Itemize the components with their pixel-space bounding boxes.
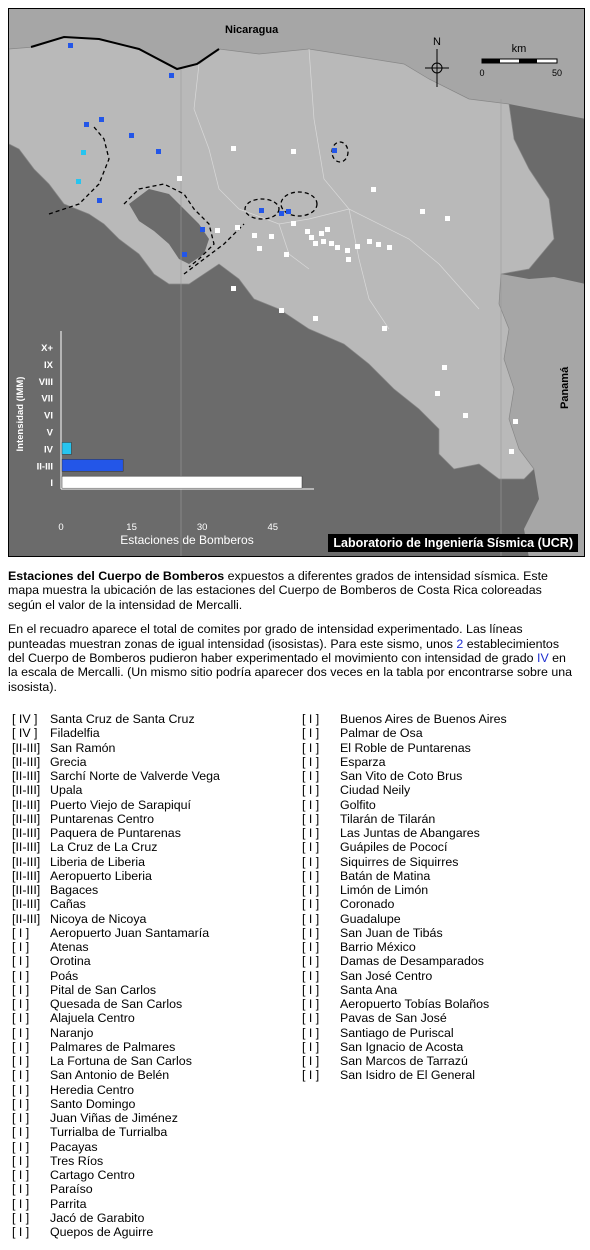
station-item <box>302 840 507 854</box>
station-grade: [ I ] <box>12 1039 30 1054</box>
station-name: San Vito de Coto Brus <box>340 769 463 783</box>
station-item <box>302 1068 507 1082</box>
station-name: Parrita <box>50 1196 87 1211</box>
category-label: X+ <box>41 343 53 354</box>
station-grade: [ I ] <box>12 1068 30 1083</box>
station-name: Sarchí Norte de Valverde Vega <box>50 769 220 783</box>
station-name: Aeropuerto Liberia <box>50 868 152 883</box>
station-name: San Juan de Tibás <box>340 925 443 940</box>
station-item <box>12 1125 220 1139</box>
station-grade: [ I ] <box>12 1054 30 1068</box>
station-grade: [ I ] <box>302 797 320 812</box>
station-grade: [ I ] <box>12 954 30 969</box>
credit-label: Laboratorio de Ingeniería Sísmica (UCR) <box>328 534 578 552</box>
station-grade: [ I ] <box>302 968 320 983</box>
costa-rica-land <box>9 37 554 479</box>
station-grade: [ I ] <box>12 1025 30 1040</box>
station-list-left <box>12 712 220 1239</box>
costa-rica-map <box>9 9 585 557</box>
station-grade: [ I ] <box>302 811 320 826</box>
station-grade: [ I ] <box>12 1225 30 1239</box>
station-item <box>302 769 507 783</box>
station-grade: [II-III] <box>12 811 41 826</box>
station-grade: [ I ] <box>12 1011 30 1026</box>
station-item <box>302 1026 507 1040</box>
station-name: Limón de Limón <box>340 883 429 897</box>
station-item <box>302 1011 507 1025</box>
x-tick-label: 45 <box>267 522 279 533</box>
station-name: Buenos Aires de Buenos Aires <box>340 712 507 726</box>
station-item <box>302 755 507 769</box>
station-name: Cañas <box>50 897 86 912</box>
station-name: Upala <box>50 783 83 798</box>
station-item <box>12 1182 220 1196</box>
station-grade: [II-III] <box>12 840 41 855</box>
category-label: II-III <box>36 461 53 473</box>
station-item <box>12 1154 220 1168</box>
station-item <box>302 1040 507 1054</box>
station-item <box>302 726 507 740</box>
station-item <box>302 1054 507 1068</box>
station-name: Juan Viñas de Jiménez <box>50 1111 178 1125</box>
station-item <box>12 969 220 983</box>
station-item <box>12 1211 220 1225</box>
station-name: Las Juntas de Abangares <box>340 826 480 840</box>
station-list-right <box>302 712 507 1083</box>
station-name: Quepos de Aguirre <box>50 1225 154 1239</box>
station-name: Siquirres de Siquirres <box>340 854 459 869</box>
station-name: Santa Cruz de Santa Cruz <box>50 712 195 726</box>
station-item <box>12 954 220 968</box>
station-name: Batán de Matina <box>340 868 431 883</box>
station-item <box>12 1068 220 1082</box>
station-grade: [ IV ] <box>12 712 38 726</box>
station-name: Santo Domingo <box>50 1096 136 1111</box>
y-axis-title: Intensidad (IMM) <box>15 376 26 452</box>
map-panel <box>8 8 585 557</box>
station-name: Esparza <box>340 754 386 769</box>
station-name: Cartago Centro <box>50 1168 135 1182</box>
station-item <box>12 1168 220 1182</box>
station-name: Liberia de Liberia <box>50 854 146 869</box>
station-grade: [ I ] <box>12 1196 30 1211</box>
station-name: Golfito <box>340 797 376 812</box>
station-grade: [II-III] <box>12 854 41 869</box>
station-item <box>12 940 220 954</box>
category-label: IV <box>44 444 53 456</box>
station-grade: [ I ] <box>12 1139 30 1154</box>
station-item <box>302 812 507 826</box>
station-name: Aeropuerto Juan Santamaría <box>50 925 210 940</box>
station-item <box>12 997 220 1011</box>
station-grade: [II-III] <box>12 911 41 926</box>
category-label: IX <box>44 359 53 371</box>
histogram-bar <box>62 459 123 471</box>
station-name: Quesada de San Carlos <box>50 997 183 1011</box>
station-name: Guápiles de Pococí <box>340 840 448 855</box>
station-grade: [ IV ] <box>12 726 38 741</box>
x-tick-label: 0 <box>58 522 64 533</box>
station-name: Palmares de Palmares <box>50 1039 176 1054</box>
station-grade: [ I ] <box>12 925 30 940</box>
station-item <box>302 969 507 983</box>
category-label: VII <box>41 393 53 405</box>
station-item <box>302 997 507 1011</box>
station-item <box>12 912 220 926</box>
station-grade: [ I ] <box>12 968 30 983</box>
station-item <box>302 798 507 812</box>
station-grade: [ I ] <box>302 1068 320 1083</box>
station-item <box>12 869 220 883</box>
station-count: 2 <box>456 636 464 651</box>
station-item <box>12 1040 220 1054</box>
station-name: San Ramón <box>50 740 116 755</box>
station-grade: [ I ] <box>302 911 320 926</box>
station-name: Tilarán de Tilarán <box>340 811 436 826</box>
station-grade: [ I ] <box>302 754 320 769</box>
station-grade: [ I ] <box>302 997 320 1011</box>
station-item <box>12 1083 220 1097</box>
station-item <box>302 983 507 997</box>
station-item <box>302 883 507 897</box>
station-grade: [II-III] <box>12 883 41 897</box>
station-item <box>12 840 220 854</box>
station-name: Damas de Desamparados <box>340 954 484 969</box>
label-nicaragua: Nicaragua <box>225 24 279 36</box>
station-grade: [ I ] <box>12 940 30 954</box>
station-item <box>12 812 220 826</box>
station-name: Jacó de Garabito <box>50 1210 145 1225</box>
station-grade: [ I ] <box>302 769 320 783</box>
station-item <box>12 1197 220 1211</box>
station-grade: [ I ] <box>12 1182 30 1197</box>
station-grade: [ I ] <box>302 925 320 940</box>
station-item <box>12 769 220 783</box>
paragraph-1-text: expuestos a diferentes grados de intensidad sísmica. Este mapa muestra la ubicación de las estaciones del Cuerpo de Bomberos de Costa Rica coloreadas según el valor de la intensidad de Mercalli. <box>8 569 548 612</box>
station-grade: [II-III] <box>12 754 41 769</box>
paragraph-2-text-c: en la escala de Mercalli. (Un mismo sitio podría aparecer dos veces en la tabla por encontrarse sobre una isosista). <box>8 651 573 694</box>
station-name: Aeropuerto Tobías Bolaños <box>340 997 490 1011</box>
station-grade: [ I ] <box>302 883 320 897</box>
station-name: Santiago de Puriscal <box>340 1025 454 1040</box>
station-grade: [ I ] <box>302 726 320 741</box>
station-item <box>12 783 220 797</box>
station-name: Guadalupe <box>340 911 401 926</box>
station-grade: [ I ] <box>302 854 320 869</box>
paragraph-2-text-b: establecimientos del Cuerpo de Bomberos pudieron haber experimentado el movimiento con intensidad de grado <box>8 636 560 666</box>
paragraph-1-title: Estaciones del Cuerpo de Bomberos <box>8 569 225 583</box>
station-item <box>12 826 220 840</box>
station-grade: [ I ] <box>302 982 320 997</box>
station-grade: [II-III] <box>12 740 41 755</box>
station-item <box>12 1140 220 1154</box>
station-grade: [ I ] <box>302 868 320 883</box>
station-name: Barrio México <box>340 940 416 954</box>
station-grade: [II-III] <box>12 868 41 883</box>
station-item <box>302 712 507 726</box>
station-item <box>12 1011 220 1025</box>
station-name: Nicoya de Nicoya <box>50 911 147 926</box>
station-grade: [II-III] <box>12 826 41 840</box>
station-grade: [ I ] <box>12 1111 30 1125</box>
station-name: Atenas <box>50 940 89 954</box>
x-tick-label: 30 <box>196 522 208 533</box>
station-item <box>12 983 220 997</box>
station-name: San Ignacio de Acosta <box>340 1039 464 1054</box>
station-name: San Isidro de El General <box>340 1068 475 1083</box>
station-item <box>12 1054 220 1068</box>
station-name: Coronado <box>340 897 395 912</box>
station-name: Naranjo <box>50 1025 94 1040</box>
station-item <box>12 897 220 911</box>
station-grade: [ I ] <box>302 840 320 855</box>
north-label: N <box>433 36 441 48</box>
station-grade: [ I ] <box>302 1054 320 1068</box>
station-grade: [ I ] <box>302 1025 320 1040</box>
station-grade: [II-III] <box>12 897 41 912</box>
station-grade: [ I ] <box>302 783 320 798</box>
station-name: Palmar de Osa <box>340 726 423 741</box>
station-item <box>302 783 507 797</box>
svg-text:km: km <box>511 43 527 55</box>
station-grade: [ I ] <box>12 982 30 997</box>
station-grade: [II-III] <box>12 769 41 783</box>
station-name: El Roble de Puntarenas <box>340 740 471 755</box>
station-item <box>12 1111 220 1125</box>
station-item <box>302 855 507 869</box>
station-grade: [ I ] <box>12 1153 30 1168</box>
station-item <box>302 926 507 940</box>
station-name: Puerto Viejo de Sarapiquí <box>50 797 191 812</box>
station-item <box>302 869 507 883</box>
station-name: San Marcos de Tarrazú <box>340 1054 468 1068</box>
paragraph-1 <box>8 569 578 612</box>
description-block <box>8 569 578 694</box>
station-name: Turrialba de Turrialba <box>50 1125 168 1140</box>
station-name: Pavas de San José <box>340 1011 447 1026</box>
intensity-histogram <box>15 331 314 547</box>
station-item <box>12 741 220 755</box>
station-name: Heredia Centro <box>50 1082 135 1097</box>
station-grade: [II-III] <box>12 797 41 812</box>
station-name: La Fortuna de San Carlos <box>50 1054 192 1068</box>
station-name: Tres Ríos <box>50 1153 104 1168</box>
x-tick-label: 15 <box>126 522 137 533</box>
station-name: Alajuela Centro <box>50 1011 135 1026</box>
station-name: Ciudad Neily <box>340 783 411 798</box>
station-name: Paquera de Puntarenas <box>50 826 181 840</box>
station-item <box>302 954 507 968</box>
category-label: VIII <box>38 376 53 388</box>
station-grade: [ I ] <box>12 1096 30 1111</box>
station-item <box>12 1097 220 1111</box>
station-name: Paraíso <box>50 1182 93 1197</box>
panama-land <box>499 274 585 557</box>
station-item <box>12 798 220 812</box>
station-grade: [ I ] <box>302 740 320 755</box>
histogram-bar <box>62 442 71 454</box>
station-grade: [ I ] <box>302 954 320 969</box>
station-grade: [ I ] <box>302 897 320 912</box>
station-name: San Antonio de Belén <box>50 1068 170 1083</box>
station-item <box>12 726 220 740</box>
station-item <box>302 940 507 954</box>
station-name: Santa Ana <box>340 982 398 997</box>
category-label: V <box>46 427 53 439</box>
station-name: Grecia <box>50 754 87 769</box>
category-label: VI <box>44 410 53 422</box>
station-grade: [ I ] <box>12 1168 30 1182</box>
station-name: Poás <box>50 968 79 983</box>
station-item <box>12 883 220 897</box>
station-name: Orotina <box>50 954 91 969</box>
category-label: I <box>50 478 53 490</box>
station-item <box>12 712 220 726</box>
label-panama: Panamá <box>559 366 571 409</box>
station-grade: [II-III] <box>12 783 41 798</box>
station-grade: [ I ] <box>302 940 320 954</box>
station-item <box>12 1026 220 1040</box>
station-item <box>12 926 220 940</box>
station-grade: [ I ] <box>302 712 320 726</box>
station-item <box>12 755 220 769</box>
station-name: Filadelfia <box>50 726 100 741</box>
station-item <box>302 912 507 926</box>
svg-text:0: 0 <box>479 68 485 78</box>
station-name: San José Centro <box>340 968 433 983</box>
station-grade: [ I ] <box>12 1082 30 1097</box>
station-item <box>302 826 507 840</box>
station-item <box>302 897 507 911</box>
intensity-grade: IV <box>537 651 549 666</box>
x-axis-title: Estaciones de Bomberos <box>120 533 254 547</box>
station-item <box>12 855 220 869</box>
station-name: Pital de San Carlos <box>50 982 157 997</box>
station-grade: [ I ] <box>12 1210 30 1225</box>
station-name: Puntarenas Centro <box>50 811 155 826</box>
station-item <box>302 741 507 755</box>
station-name: Bagaces <box>50 883 99 897</box>
station-grade: [ I ] <box>302 1011 320 1026</box>
station-name: Pacayas <box>50 1139 98 1154</box>
histogram-bar <box>62 476 302 488</box>
station-name: La Cruz de La Cruz <box>50 840 158 855</box>
station-grade: [ I ] <box>12 1125 30 1140</box>
station-grade: [ I ] <box>302 826 320 840</box>
svg-text:50: 50 <box>551 68 563 78</box>
paragraph-2 <box>8 622 578 694</box>
station-grade: [ I ] <box>12 997 30 1011</box>
station-item <box>12 1225 220 1239</box>
paragraph-2-text-a: En el recuadro aparece el total de comites por grado de intensidad experimentado. Las líneas punteadas muestran zonas de igual intensidad (isosistas). Para este sismo, unos <box>8 622 523 651</box>
station-grade: [ I ] <box>302 1039 320 1054</box>
